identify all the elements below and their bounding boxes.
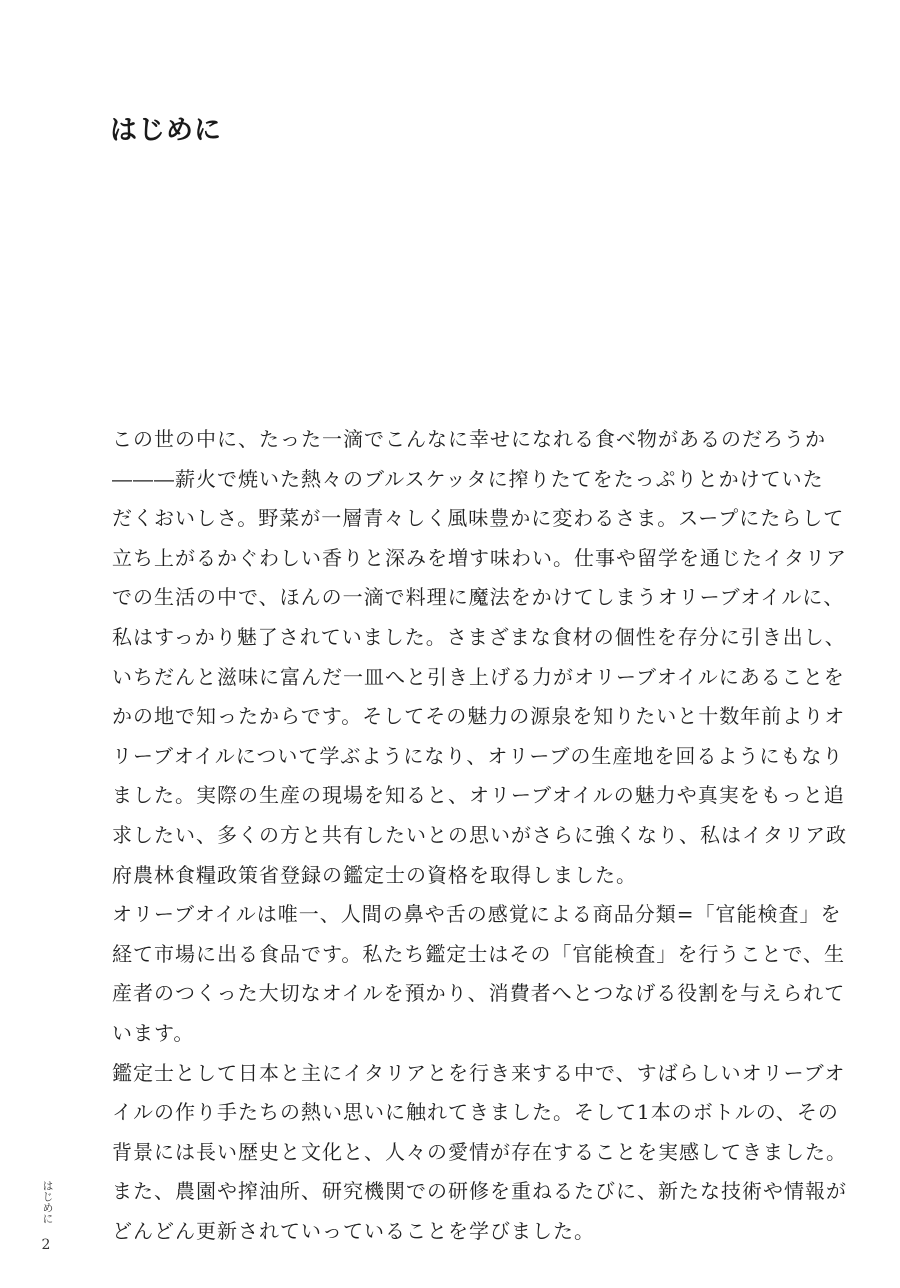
text-line: だくおいしさ。野菜が一層青々しく風味豊かに変わるさま。スープにたらして	[112, 506, 845, 531]
text-line: 府農林食糧政策省登録の鑑定士の資格を取得しました。	[112, 862, 637, 887]
text-line: 鑑定士として日本と主にイタリアとを行き来する中で、すばらしいオリーブオ	[112, 1060, 846, 1085]
text-line: この世の中に、たった一滴でこんなに幸せになれる食べ物があるのだろうか	[112, 427, 826, 451]
text-line: どんどん更新されていっていることを学びました。	[112, 1218, 595, 1243]
text-line: いちだんと滋味に富んだ一皿へと引き上げる力がオリーブオイルにあることを	[112, 664, 845, 689]
text-line: 私はすっかり魅了されていました。さまざまな食材の個性を存分に引き出し、	[112, 624, 846, 649]
text-line: 産者のつくった大切なオイルを預かり、消費者へとつなげる役割を与えられて	[112, 981, 846, 1006]
page-number: 2	[41, 1237, 51, 1253]
text-line: 経て市場に出る食品です。私たち鑑定士はその「官能検査」を行うことで、生	[112, 941, 845, 966]
text-line: ―――薪火で焼いた熱々のブルスケッタに搾りたてをたっぷりとかけていた	[112, 466, 824, 491]
text-line: での生活の中で、ほんの一滴で料理に魔法をかけてしまうオリーブオイルに、	[112, 585, 845, 610]
text-line: ました。実際の生産の現場を知ると、オリーブオイルの魅力や真実をもっと追	[112, 783, 845, 808]
running-head: はじめに	[41, 1180, 54, 1224]
text-line: 背景には長い歴史と文化と、人々の愛情が存在することを実感してきました。	[112, 1139, 847, 1164]
body-text	[112, 420, 847, 1251]
text-line: イルの作り手たちの熱い思いに触れてきました。そして1本のボトルの、その	[112, 1100, 839, 1125]
text-line: います。	[112, 1020, 195, 1045]
text-line: オリーブオイルは唯一、人間の鼻や舌の感覚による商品分類=「官能検査」を	[112, 902, 842, 927]
chapter-title: はじめに	[110, 115, 222, 146]
text-line: かの地で知ったからです。そしてその魅力の源泉を知りたいと十数年前よりオ	[112, 704, 846, 729]
text-line: また、農園や搾油所、研究機関での研修を重ねるたびに、新たな技術や情報が	[112, 1179, 847, 1204]
text-line: 求したい、多くの方と共有したいとの思いがさらに強くなり、私はイタリア政	[112, 822, 847, 847]
text-line: 立ち上がるかぐわしい香りと深みを増す味わい。仕事や留学を通じたイタリア	[112, 545, 847, 570]
text-line: リーブオイルについて学ぶようになり、オリーブの生産地を回るようにもなり	[112, 743, 844, 768]
